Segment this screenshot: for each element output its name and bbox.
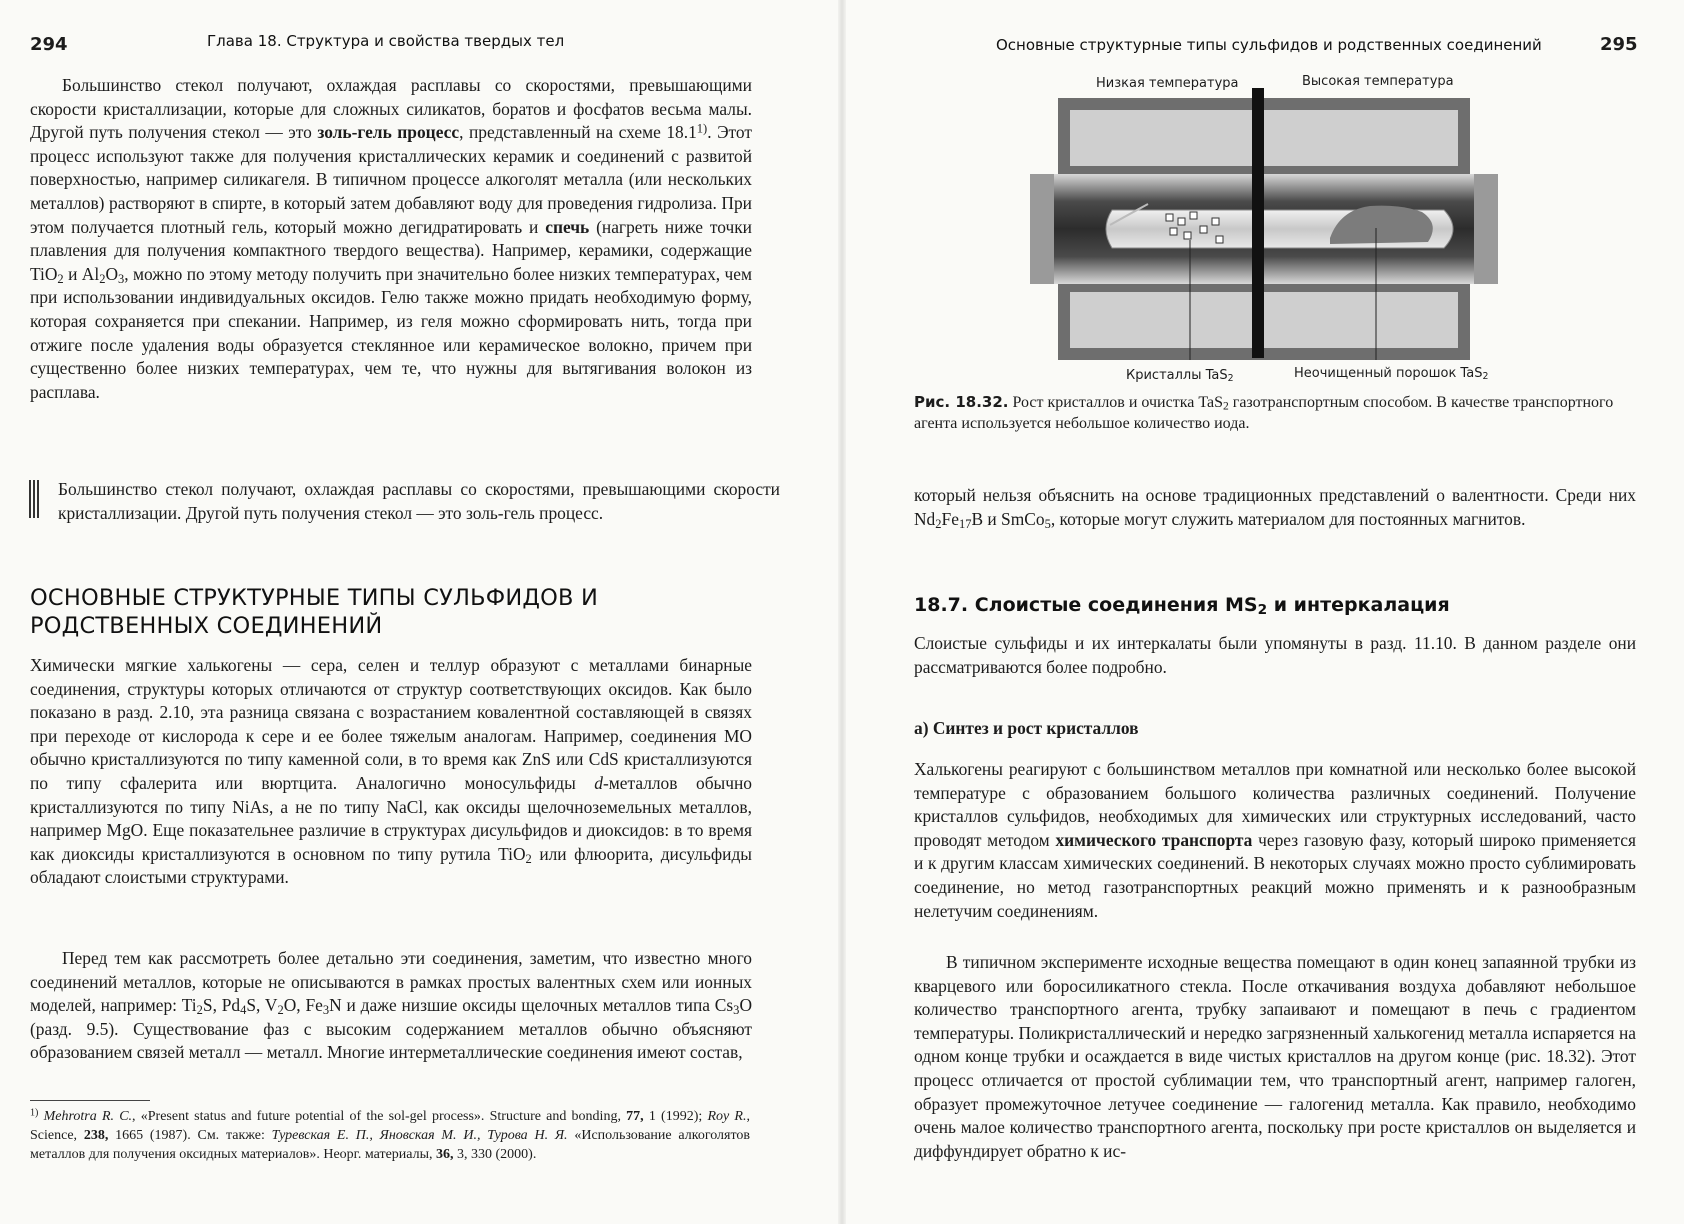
furnace-right-bottom-insulation	[1264, 292, 1458, 348]
footnote-rule	[30, 1100, 150, 1101]
furnace-left-bottom-insulation	[1070, 292, 1252, 348]
figure-caption: Рис. 18.32. Рост кристаллов и очистка TaS$_2$ газотранспортным способом. В качестве транспортного агента используется небольшое количество иода.	[914, 393, 1614, 432]
left-running-head: Глава 18. Структура и свойства твердых тел	[207, 32, 565, 50]
subsubsection-title: а) Синтез и рост кристаллов	[914, 718, 1139, 738]
intro-paragraph: Большинство стекол получают, охлаждая расплавы со скоростями, превышающими скорости кристаллизации, которые для сложных силикатов, боратов и фосфатов весьма малы. Другой путь получения стекол — это золь-гель процесс, представленный на схеме 18.1$^{1)}$. Этот процесс используют также для получения кристаллических керамик и соединений с развитой поверхностью, например силикагеля. В типичном процессе алкоголят металла (или нескольких металлов) растворяют в спирте, в который затем добавляют воду для проведения гидролиза. При этом получается плотный гель, который можно дегидратировать и спечь (нагреть ниже точки плавления для получения компактного твердого вещества). Например, керамики, содержащие TiO$_2$ и $Al_2O_3$, можно по этому методу получить при значительно более низких температурах, чем при использовании индивидуальных оксидов. Гелю также можно придать необходимую форму, которая сохраняется при спекании. Например, из геля можно сформировать нить, тогда при отжиге после удаления воды образуется стеклянное или керамическое волокно, причем при существенно более низких температурах, чем те, что нужны для вытягивания волокон из расплава.	[30, 75, 752, 402]
synthesis-paragraph-2: В типичном эксперименте исходные вещества помещают в один конец запаянной трубки из кварцевого или боросиликатного стекла. После откачивания воздуха добавляют небольшое количество транспортного агента, трубку запаивают и помещают в печь с градиентом температуры. Поликристаллический и нередко загрязненный халькогенид металла испаряется на одном конце трубки и осаждается в виде чистых кристаллов на другом конце (рис. 18.32). Этот процесс отличается от простой сублимации тем, что транспортный агент, например галоген, образует промежуточное летучее соединение — галогенид металла. Как правило, необходимо очень малое количество транспортного агента, поскольку при росте кристаллов он выделяется и диффундирует обратно к ис-	[914, 952, 1636, 1161]
summary-text: Большинство стекол получают, охлаждая расплавы со скоростями, превышающими скорости кристаллизации. Другой путь получения стекол — это золь-гель процесс.	[58, 479, 780, 523]
furnace-divider	[1252, 88, 1264, 358]
footnote: $^{1)}$ Mehrotra R. C., «Present status and future potential of the sol-gel process». Structure and bonding, 77, 1 (1992); Roy R., Science, 238, 1665 (1987). См. также: Туревская Е. П., Яновская М. И., Турова Н. Я. «Использование алкоголятов металлов для получения оксидных материалов». Неорг. материалы, 36, 3, 330 (2000).	[30, 1107, 751, 1162]
tube-end-left	[1030, 174, 1054, 284]
right-running-head: Основные структурные типы сульфидов и родственных соединений	[996, 36, 1542, 54]
section-intro: Слоистые сульфиды и их интеркалаты были упомянуты в разд. 11.10. В данном разделе они рассматриваются более подробно.	[914, 633, 1636, 677]
summary-box	[28, 478, 780, 525]
continuation-paragraph: который нельзя объяснить на основе традиционных представлений о валентности. Среди них $Nd_2Fe_{17}B$ и SmCo$_5$, которые могут служить материалом для постоянных магнитов.	[914, 485, 1636, 531]
summary-marker-icon	[28, 480, 40, 520]
sulfides-paragraph: Химически мягкие халькогены — сера, селен и теллур образуют с металлами бинарные соединения, структуры которых отличаются от структур соответствующих оксидов. Как было показано в разд. 2.10, эта разница связана с возрастанием ковалентной составляющей в связях при переходе от кислорода к сере и ее более тяжелым аналогам. Например, соединения MO обычно кристаллизуются по типу каменной соли, в то время как ZnS или CdS кристаллизуются по типу сфалерита или вюртцита. Аналогично моносульфиды d-металлов обычно кристаллизуются по типу NiAs, а не по типу NaCl, как оксиды щелочноземельных металлов, например MgO. Еще показательнее различие в структурах дисульфидов и диоксидов: в то время как диоксиды кристаллизуются в основном по типу рутила TiO$_2$ или флюорита, дисульфиды обладают слоистыми структурами.	[30, 655, 752, 888]
label-crystals: Кристаллы TaS$_2$	[1126, 368, 1234, 385]
metal-rich-paragraph: Перед тем как рассмотреть более детально эти соединения, заметим, что известно много соединений металлов, которые не описываются в рамках простых валентных схем или ионных моделей, например: $Ti_2S$, $Pd_4S$, $V_2O$, $Fe_3N$ и даже низшие оксиды щелочных металлов типа $Cs_3O$ (разд. 9.5). Существование фаз с высоким содержанием металлов обычно объясняют образованием связей металл — металл. Многие интерметаллические соединения имеют состав,	[30, 948, 752, 1063]
figure-gas-transport	[1030, 74, 1498, 394]
section-title: ОСНОВНЫЕ СТРУКТУРНЫЕ ТИПЫ СУЛЬФИДОВ И РОДСТВЕННЫХ СОЕДИНЕНИЙ	[30, 585, 599, 639]
furnace-left-top-insulation	[1070, 110, 1252, 166]
label-powder: Неочищенный порошок TaS$_2$	[1294, 366, 1489, 383]
furnace-diagram	[1030, 78, 1498, 394]
right-page-number: 295	[1600, 34, 1638, 55]
synthesis-paragraph-1: Халькогены реагируют с большинством металлов при комнатной или несколько более высокой температуре с образованием большого количества различных соединений. Получение кристаллов сульфидов, необходимых для химических или структурных исследований, часто проводят методом химического транспорта через газовую фазу, который широко применяется и к другим классам химических соединений. В некоторых случаях можно просто сублимировать соединение, но метод газотранспортных реакций можно применять и к разнообразным нелетучим соединениям.	[914, 759, 1636, 921]
subsection-title: 18.7. Слоистые соединения $MS_2$ и интеркалация	[914, 594, 1450, 618]
label-low-temperature: Низкая температура	[1096, 76, 1239, 91]
furnace-right-top-insulation	[1264, 110, 1458, 166]
left-page-number: 294	[30, 34, 68, 55]
label-high-temperature: Высокая температура	[1302, 74, 1454, 89]
tube-end-right	[1474, 174, 1498, 284]
